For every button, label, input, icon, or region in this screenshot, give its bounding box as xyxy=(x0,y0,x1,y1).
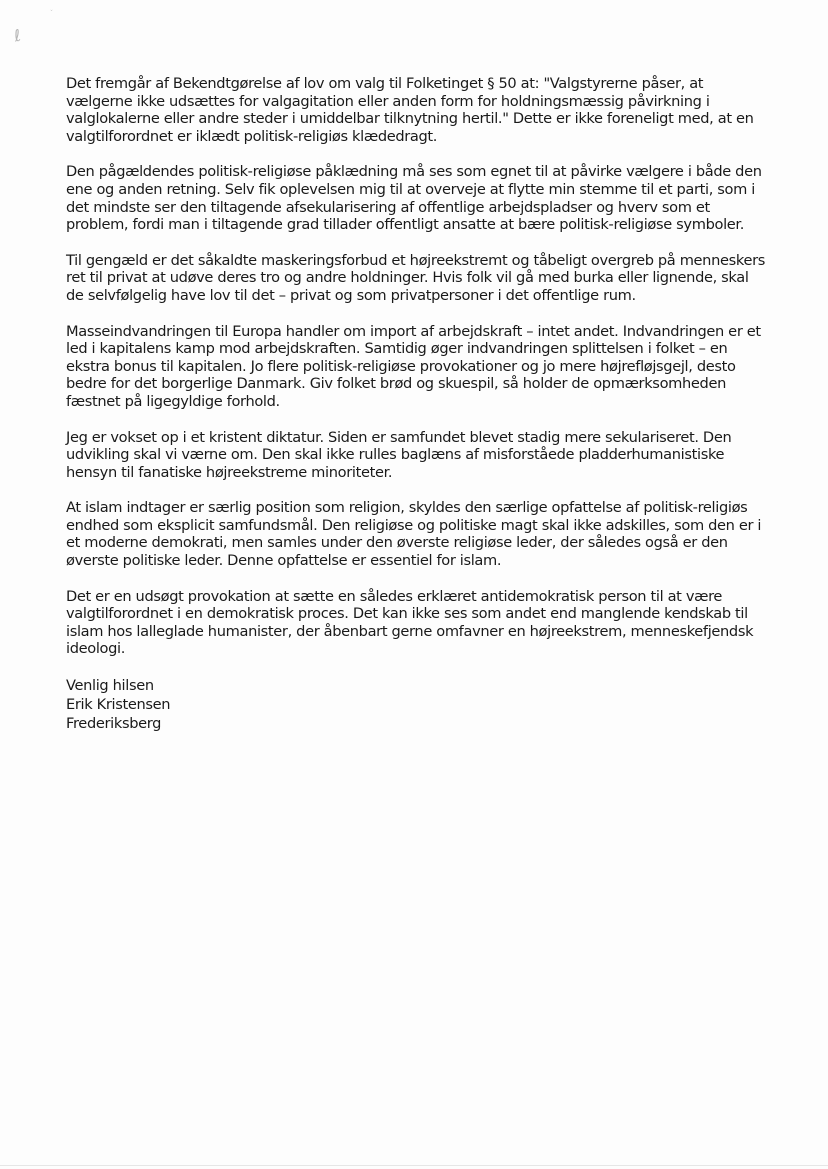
letter-closing xyxy=(66,676,766,733)
scan-bottom-edge xyxy=(0,1165,828,1166)
sender-place: Frederiksberg xyxy=(66,715,162,733)
paragraph-4: Masseindvandringen til Europa handler om import af arbejdskraft – intet andet. Indvandringen er et led i kapitalens kamp mod arbejdskraften. Samtidig øger indvandringen splittelsen i folket – en ekstra bonus til kapitalen. Jo flere politisk-religiøse provokationer og jo mere højrefløjsgejl, desto bedre for det borgerlige Danmark. Giv folket brød og skuespil, så holder de opmærksomheden fæstnet på ligegyldige forhold. xyxy=(66,322,761,410)
handwritten-mark: ℓ xyxy=(12,25,23,46)
paragraph-5: Jeg er vokset op i et kristent diktatur. Siden er samfundet blevet stadig mere sekulariseret. Den udvikling skal vi værne om. Den skal ikke rulles baglæns af misforståede pladderhumanistiske hensyn til fanatiske højreekstreme minoriteter. xyxy=(66,428,732,481)
paragraph-6: At islam indtager er særlig position som religion, skyldes den særlige opfattelse af politisk-religiøs endhed som eksplicit samfundsmål. Den religiøse og politiske magt skal ikke adskilles, som den er i et moderne demokrati, men samles under den øverste religiøse leder, der således også er den øverste politiske leder. Denne opfattelse er essentiel for islam. xyxy=(66,499,762,570)
salutation: Venlig hilsen xyxy=(66,677,154,695)
paragraph-1: Det fremgår af Bekendtgørelse af lov om valg til Folketinget § 50 at: "Valgstyrerne påser, at vælgerne ikke udsættes for valgagitation eller anden form for holdningsmæssig påvirkning i valglokalerne eller andre steder i umiddelbar tilknytning hertil." Dette er ikke foreneligt med, at en valgtilforordnet er iklædt politisk-religiøs klædedragt. xyxy=(66,75,754,145)
scan-speck: ˇ xyxy=(50,10,53,17)
sender-name: Erik Kristensen xyxy=(66,696,171,714)
paragraph-2: Den pågældendes politisk-religiøse påklædning må ses som egnet til at påvirke vælgere i både den ene og anden retning. Selv fik oplevelsen mig til at overveje at flytte min stemme til et parti, som i det mindste ser den tiltagende afsekularisering af offentlige arbejdspladser og hverv som et problem, fordi man i tiltagende grad tillader offentligt ansatte at bære politisk-religiøse symboler. xyxy=(66,163,762,234)
paragraph-7: Det er en udsøgt provokation at sætte en således erklæret antidemokratisk person til at være valgtilforordnet i en demokratisk proces. Det kan ikke ses som andet end manglende kendskab til islam hos lalleglade humanister, der åbenbart gerne omfavner en højreekstrem, menneskefjendsk ideologi. xyxy=(66,587,754,658)
letter-body xyxy=(66,75,766,733)
paragraph-3: Til gengæld er det såkaldte maskeringsforbud et højreekstremt og tåbeligt overgreb på menneskers ret til privat at udøve deres tro og andre holdninger. Hvis folk vil gå med burka eller lignende, skal de selvfølgelig have lov til det – privat og som privatpersoner i det offentlige rum. xyxy=(66,251,765,304)
